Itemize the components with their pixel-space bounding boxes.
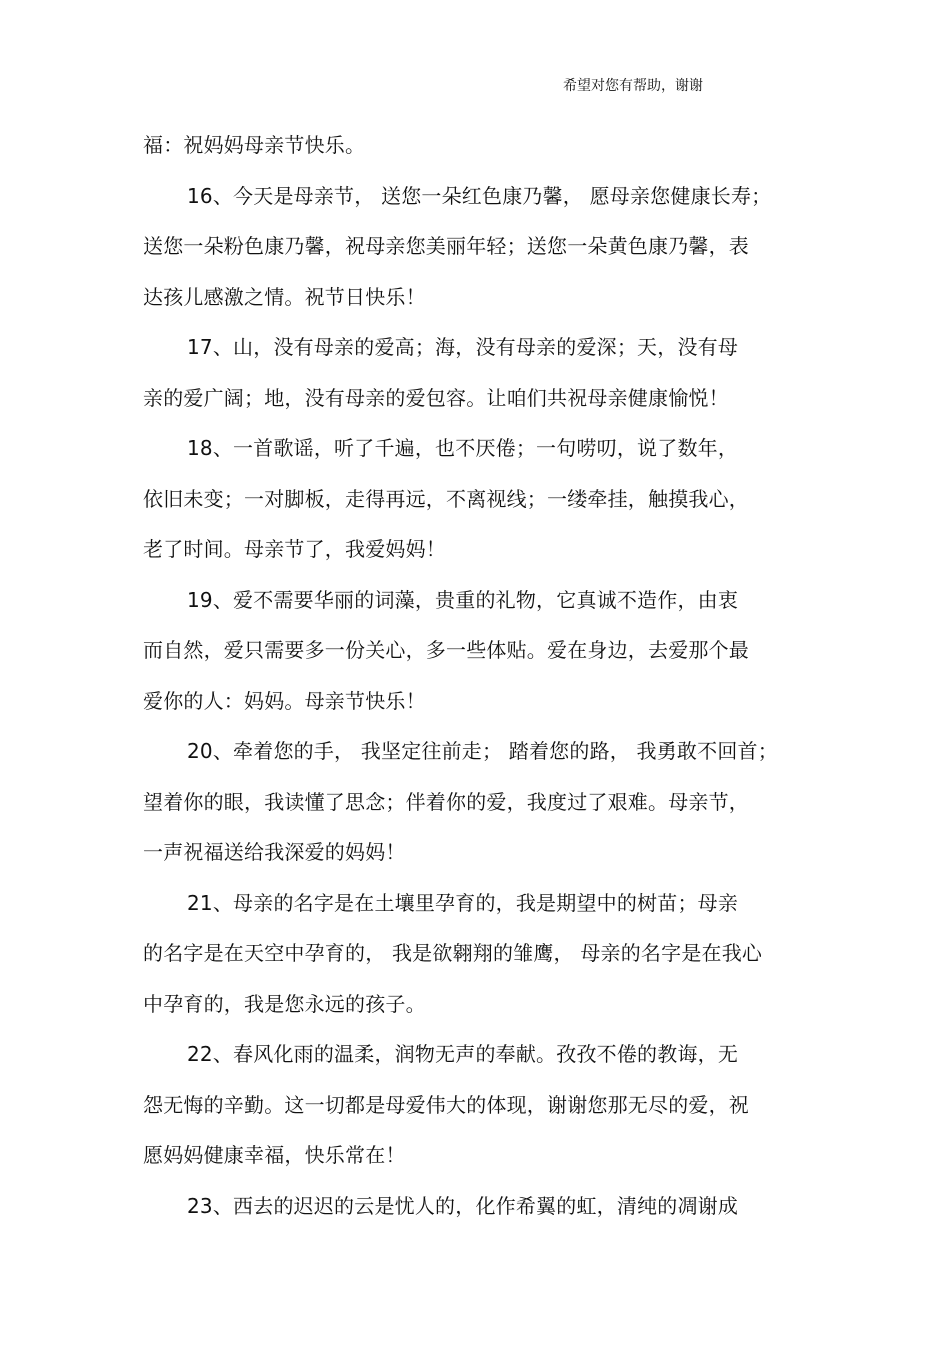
text-line: 而自然，爱只需要多一份关心，多一些体贴。爱在身边，去爱那个最 bbox=[143, 638, 749, 662]
text-line: 23、西去的迟迟的云是忧人的，化作希翼的虹，清纯的凋谢成 bbox=[187, 1193, 739, 1218]
text-line: 达孩儿感激之情。祝节日快乐！ bbox=[143, 284, 426, 309]
text-line: 20、牵着您的手， 我坚定往前走； 踏着您的路， 我勇敢不回首； bbox=[187, 739, 778, 763]
header-note: 希望对您有帮助，谢谢 bbox=[563, 78, 703, 94]
text-line: 愿妈妈健康幸福，快乐常在！ bbox=[143, 1143, 406, 1167]
text-line: 福：祝妈妈母亲节快乐。 bbox=[143, 133, 366, 157]
text-line: 怨无悔的辛勤。这一切都是母爱伟大的体现，谢谢您那无尽的爱，祝 bbox=[143, 1092, 749, 1117]
text-line: 望着你的眼，我读懂了思念；伴着你的爱，我度过了艰难。母亲节， bbox=[143, 789, 749, 814]
text-line: 老了时间。母亲节了，我爱妈妈！ bbox=[143, 537, 446, 561]
text-line: 19、爱不需要华丽的词藻，贵重的礼物，它真诚不造作，由衷 bbox=[187, 587, 739, 612]
text-line: 17、山，没有母亲的爱高；海，没有母亲的爱深；天，没有母 bbox=[187, 335, 739, 359]
text-line: 依旧未变；一对脚板，走得再远，不离视线；一缕牵挂，触摸我心， bbox=[143, 486, 749, 511]
text-line: 一声祝福送给我深爱的妈妈！ bbox=[143, 840, 406, 864]
text-line: 送您一朵粉色康乃馨，祝母亲您美丽年轻；送您一朵黄色康乃馨，表 bbox=[143, 234, 749, 258]
text-line: 的名字是在天空中孕育的， 我是欲翱翔的雏鹰， 母亲的名字是在我心 bbox=[143, 941, 763, 965]
text-line: 爱你的人：妈妈。母亲节快乐！ bbox=[143, 688, 426, 713]
body-text bbox=[143, 128, 823, 1239]
text-line: 21、母亲的名字是在土壤里孕育的，我是期望中的树苗；母亲 bbox=[187, 890, 739, 915]
text-line: 18、一首歌谣，听了千遍，也不厌倦；一句唠叨，说了数年， bbox=[187, 436, 739, 460]
text-line: 亲的爱广阔；地，没有母亲的爱包容。让咱们共祝母亲健康愉悦！ bbox=[143, 385, 729, 410]
text-line: 16、今天是母亲节， 送您一朵红色康乃馨， 愿母亲您健康长寿； bbox=[187, 183, 772, 208]
text-line: 中孕育的，我是您永远的孩子。 bbox=[143, 991, 426, 1016]
text-line: 22、春风化雨的温柔，润物无声的奉献。孜孜不倦的教诲，无 bbox=[187, 1042, 739, 1066]
